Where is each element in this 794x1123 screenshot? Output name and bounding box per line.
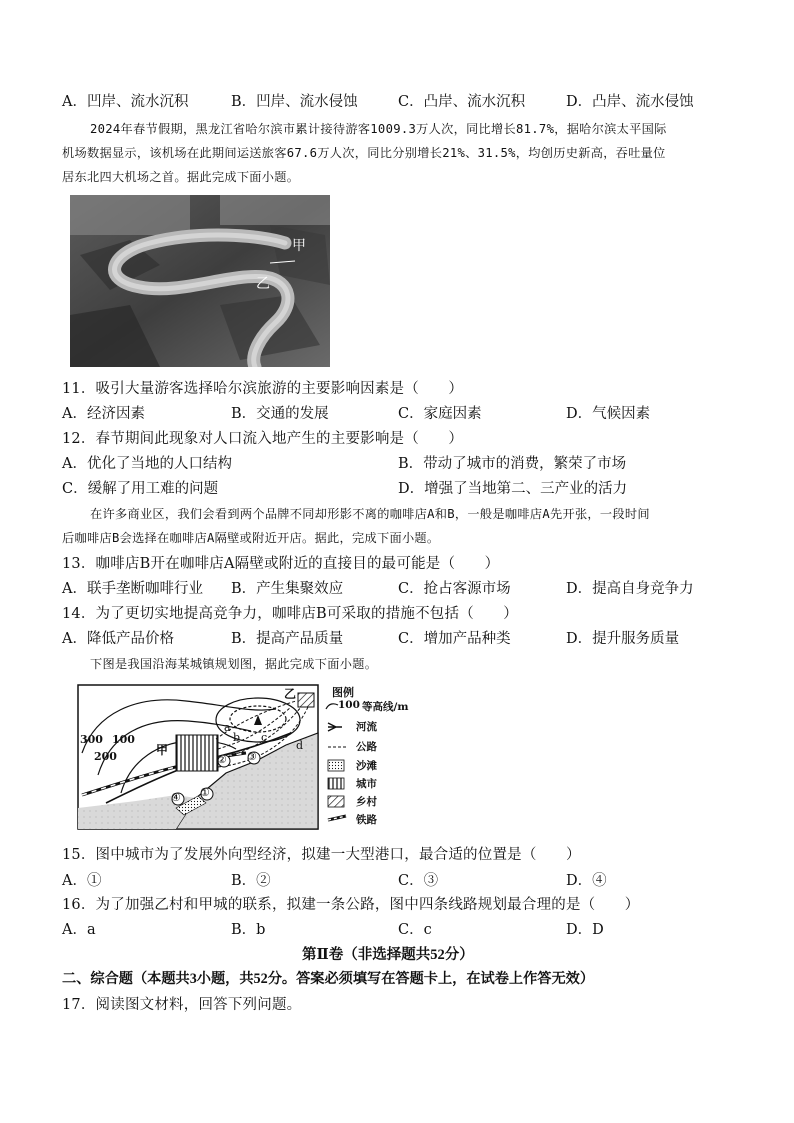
road-label-d: d (296, 739, 304, 752)
passage2-line1: 在许多商业区，我们会看到两个品牌不同却形影不离的咖啡店A和B，一般是咖啡店A先开张，一段时间 (90, 507, 650, 521)
point-label-4: ④ (171, 791, 181, 804)
q13-option-c: C．抢占客源市场 (398, 581, 511, 597)
q11-stem: 11．吸引大量游客选择哈尔滨旅游的主要影响因素是（ ） (62, 381, 464, 397)
point-label-3: ③ (247, 750, 257, 763)
passage1-line2: 机场数据显示，该机场在此期间运送旅客67.6万人次，同比分别增长21%、31.5%，均创历史新高，吞吐量位 (62, 146, 666, 160)
q14-option-a: A．降低产品价格 (62, 631, 174, 647)
q15-option-c: C．③ (398, 873, 439, 889)
legend-road: 公路 (356, 741, 377, 753)
legend-title: 图例 (332, 686, 354, 699)
q15-option-b: B．② (231, 873, 271, 889)
road-label-b: b (233, 731, 241, 744)
map-label-yi: 乙 (284, 687, 297, 701)
q11-option-b: B．交通的发展 (231, 406, 329, 422)
q10-option-b: B．凹岸、流水侵蚀 (231, 94, 358, 110)
legend-village: 乡村 (356, 796, 377, 808)
photo-label-jia: 甲 (292, 238, 306, 254)
legend-beach: 沙滩 (356, 760, 377, 772)
q11-option-a: A．经济因素 (62, 406, 145, 422)
section2-heading: 二、综合题（本题共3小题，共52分。答案必须填写在答题卡上，在试卷上作答无效） (62, 971, 595, 987)
q10-option-d: D．凸岸、流水侵蚀 (566, 94, 694, 110)
q15-option-d: D．④ (566, 873, 607, 889)
contour-label-100: 100 (112, 733, 135, 746)
part2-title: 第Ⅱ卷（非选择题共52分） (302, 947, 474, 963)
q12-option-b: B．带动了城市的消费，繁荣了市场 (398, 456, 627, 472)
q14-stem: 14．为了更切实地提高竞争力，咖啡店B可采取的措施不包括（ ） (62, 606, 519, 622)
q10-option-c: C．凸岸、流水沉积 (398, 94, 526, 110)
point-label-2: ② (217, 753, 227, 766)
contour-label-200: 200 (94, 750, 117, 763)
passage3: 下图是我国沿海某城镇规划图，据此完成下面小题。 (90, 657, 378, 671)
legend-city: 城市 (356, 778, 377, 790)
river-meander-photo-svg (70, 195, 330, 367)
map-label-jia: 甲 (156, 743, 169, 757)
passage1-line3: 居东北四大机场之首。据此完成下面小题。 (62, 170, 300, 184)
q14-option-b: B．提高产品质量 (231, 631, 344, 647)
q11-option-c: C．家庭因素 (398, 406, 482, 422)
q12-option-c: C．缓解了用工难的问题 (62, 481, 219, 497)
q12-stem: 12．春节期间此现象对人口流入地产生的主要影响是（ ） (62, 431, 464, 447)
q14-option-c: C．增加产品种类 (398, 631, 511, 647)
q16-option-a: A．a (62, 922, 96, 938)
passage2-line2: 后咖啡店B会选择在咖啡店A隔壁或附近开店。据此，完成下面小题。 (62, 531, 440, 545)
q12-option-a: A．优化了当地的人口结构 (62, 456, 232, 472)
q16-option-c: C．c (398, 922, 432, 938)
q13-option-d: D．提高自身竞争力 (566, 581, 694, 597)
q13-stem: 13．咖啡店B开在咖啡店A隔壁或附近的直接目的最可能是（ ） (62, 556, 500, 572)
q11-option-d: D．气候因素 (566, 406, 651, 422)
road-label-c: c (261, 731, 268, 744)
road-label-a: a (224, 721, 231, 734)
q17-stem: 17．阅读图文材料，回答下列问题。 (62, 997, 302, 1013)
passage1-line1: 2024年春节假期，黑龙江省哈尔滨市累计接待游客1009.3万人次，同比增长81.7%，据哈尔滨太平国际 (90, 122, 667, 136)
legend-contour: 等高线/m (362, 701, 409, 713)
q10-option-a: A．凹岸、流水沉积 (62, 94, 189, 110)
legend-contour-value: 100 (338, 699, 360, 711)
legend-railway: 铁路 (356, 814, 377, 826)
photo-label-yi: 乙 (256, 276, 270, 292)
q16-option-d: D．D (566, 922, 604, 938)
legend-river: 河流 (356, 721, 377, 733)
q16-stem: 16．为了加强乙村和甲城的联系，拟建一条公路，图中四条线路规划最合理的是（ ） (62, 897, 640, 913)
town-planning-map (76, 683, 444, 833)
q12-option-d: D．增强了当地第二、三产业的活力 (398, 481, 628, 497)
q14-option-d: D．提升服务质量 (566, 631, 680, 647)
q15-option-a: A．① (62, 873, 102, 889)
q13-option-a: A．联手垄断咖啡行业 (62, 581, 203, 597)
q13-option-b: B．产生集聚效应 (231, 581, 344, 597)
point-label-1: ① (200, 786, 210, 799)
q15-stem: 15．图中城市为了发展外向型经济，拟建一大型港口，最合适的位置是（ ） (62, 847, 581, 863)
q16-option-b: B．b (231, 922, 266, 938)
contour-label-300: 300 (80, 733, 103, 746)
river-meander-photo (70, 195, 330, 367)
